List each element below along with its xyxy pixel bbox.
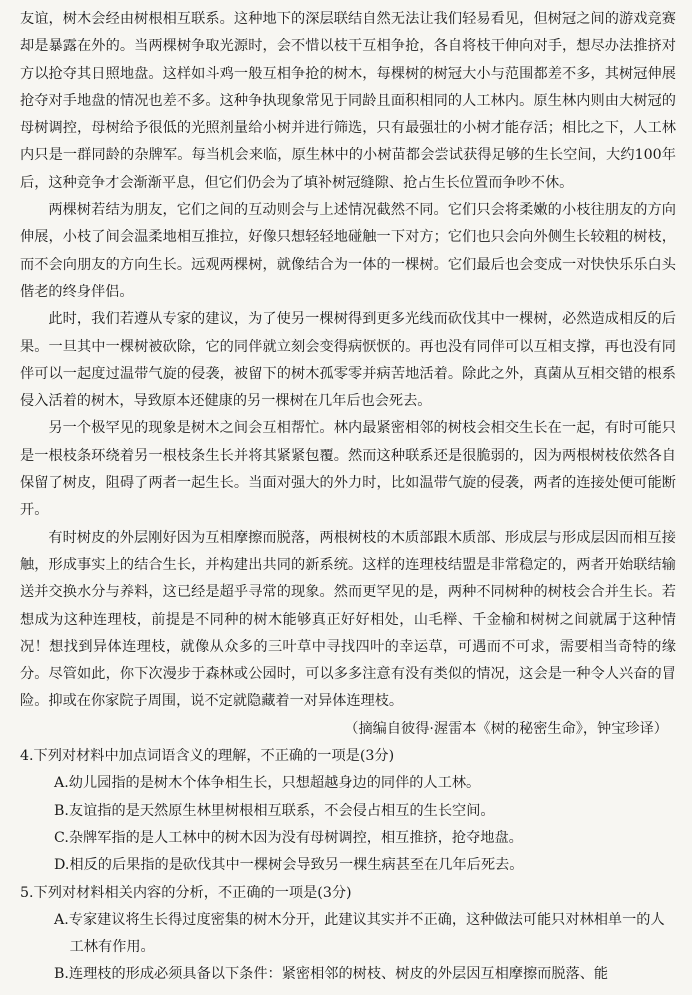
article-paragraph: 另一个极罕见的现象是树木之间会互相帮忙。林内最紧密相邻的树枝会相交生长在一起，有时可能只是一根枝条环绕着另一根枝条生长并将其紧紧包覆。然而这种联系还是很脆弱的，因为两根树枝依然各自保留了树皮，阻碍了两者一起生长。当面对强大的外力时，比如温带气旋的侵袭，两者的连接处便可能断开。 xyxy=(20,420,676,519)
article-paragraph: 此时，我们若遵从专家的建议，为了使另一棵树得到更多光线而砍伐其中一棵树，必然造成相反的后果。一旦其中一棵树被砍除，它的同伴就立刻会变得病恹恹的。再也没有同伴可以互相支撑，再也没有同伴可以一起度过温带气旋的侵袭，被留下的树木孤零零并病苦地活着。除此之外，真菌从互相交错的根系侵入活着的树木，导致原本还健康的另一棵树在几年后也会死去。 xyxy=(20,311,676,410)
question-option: B.连理枝的形成必须具备以下条件：紧密相邻的树枝、树皮的外层因互相摩擦而脱落、能 xyxy=(54,966,609,983)
article-paragraph: 友谊，树木会经由树根相互联系。这种地下的深层联结自然无法让我们轻易看见，但树冠之间的游戏竞赛却是暴露在外的。当两棵树争取光源时，会不惜以枝干互相争抢，各自将枝干伸向对手，想尽办法推挤对方以抢夺其日照地盘。这样如斗鸡一般互相争抢的树木，每棵树的树冠大小与范围都差不多，其树冠伸展抢夺对手地盘的情况也差不多。这种争执现象常见于同龄且面积相同的人工林内。原生林内则由大树冠的母树调控，母树给予很低的光照剂量给小树并进行筛选，只有最强壮的小树才能存活；相比之下，人工林内只是一群同龄的杂牌军。每当机会来临，原生林中的小树苗都会尝试获得足够的生长空间，大约100年后，这种竞争才会渐渐平息，但它们仍会为了填补树冠缝隙、抢占生长位置而争吵不休。 xyxy=(20,11,676,191)
article-paragraph: 有时树皮的外层刚好因为互相摩擦而脱落，两根树枝的木质部跟木质部、形成层与形成层因而相互接触，形成事实上的结合生长，并构建出共同的新系统。这样的连理枝结盟是非常稳定的，两者开始联结输送并交换水分与养料，这已经是超乎寻常的现象。然而更罕见的是，两种不同树种的树枝会合并生长。若想成为这种连理枝，前提是不同种的树木能够真正好好相处，山毛榉、千金榆和树树之间就属于这种情况！想找到异体连理枝，就像从众多的三叶草中寻找四叶的幸运草，可遇而不可求，需要相当奇特的缘分。尽管如此，你下次漫步于森林或公园时，可以多多注意有没有类似的情况，这会是一种令人兴奋的冒险。抑或在你家院子周围，说不定就隐藏着一对异体连理枝。 xyxy=(20,529,676,710)
article-source: （摘编自彼得·渥雷本《树的秘密生命》，钟宝珍译） xyxy=(344,720,668,737)
question-option: A.幼儿园指的是树木个体争相生长，只想超越身边的同伴的人工林。 xyxy=(54,775,481,792)
question-option: C.杂牌军指的是人工林中的树木因为没有母树调控，相互推挤，抢夺地盘。 xyxy=(54,829,523,846)
article-paragraph: 两棵树若结为朋友，它们之间的互动则会与上述情况截然不同。它们只会将柔嫩的小枝往朋友的方向伸展，小枝了间会温柔地相互推拉，好像只想轻轻地碰触一下对方；它们也只会向外侧生长较粗的树枝，而不会向朋友的方向生长。远观两棵树，就像结合为一体的一棵树。它们最后也会变成一对快快乐乐白头偕老的终身伴侣。 xyxy=(20,202,676,300)
question-option: D.相反的后果指的是砍伐其中一棵树会导致另一棵生病甚至在几年后死去。 xyxy=(54,857,524,874)
question-stem: 4.下列对材料中加点词语含义的理解，不正确的一项是(3分) xyxy=(20,748,395,765)
question-option: A.专家建议将生长得过度密集的树木分开，此建议其实并不正确，这种做法可能只对林相单一的人工林有作用。 xyxy=(54,911,665,956)
question-stem: 5.下列对材料相关内容的分析，不正确的一项是(3分) xyxy=(20,884,352,901)
question-option: B.友谊指的是天然原生林里树根相互联系，不会侵占相互的生长空间。 xyxy=(54,802,495,819)
